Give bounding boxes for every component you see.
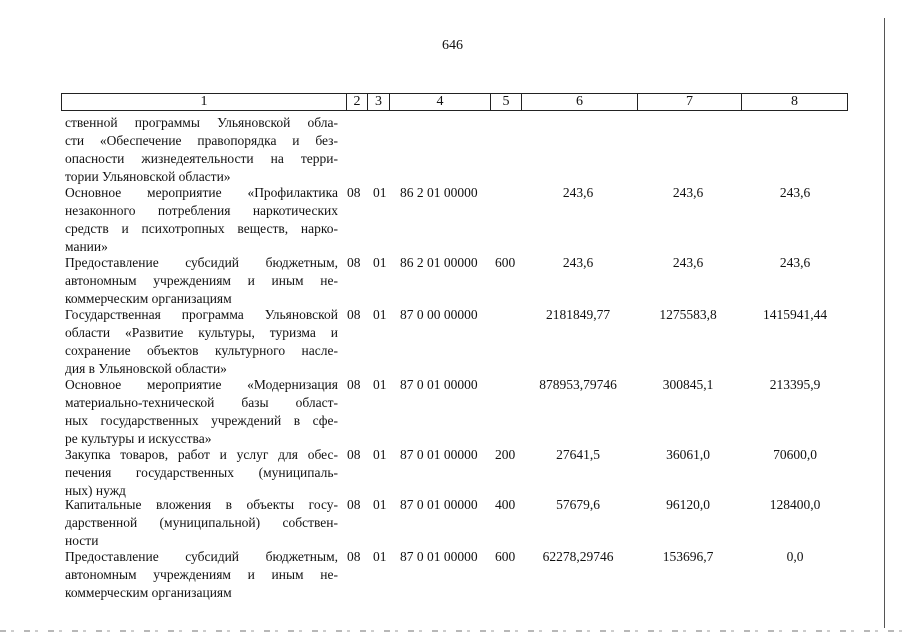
row-description [65, 446, 338, 500]
podrazdel-cell: 01 [373, 497, 387, 512]
amount-year-1-cell: 878953,79746 [539, 377, 617, 392]
amount-year-3-cell: 243,6 [779, 255, 811, 270]
description-line: материально-технической базы област- [65, 395, 338, 410]
razdel-cell: 08 [347, 377, 361, 392]
description-line: ственной программы Ульяновской обла- [65, 115, 338, 130]
column-header-2: 2 [347, 94, 368, 110]
amount-year-3-cell: 1415941,44 [762, 307, 828, 322]
description-line: Государственная программа Ульяновской [65, 307, 338, 322]
description-line: Основное мероприятие «Модернизация [65, 377, 338, 392]
amount-year-2-cell: 96120,0 [666, 497, 710, 512]
target-article-code-cell: 86 2 01 00000 [400, 255, 478, 270]
amount-year-3-cell: 0,0 [786, 549, 804, 564]
amount-year-1-cell: 2181849,77 [545, 307, 611, 322]
razdel-cell: 08 [347, 185, 361, 200]
column-header-6: 6 [522, 94, 638, 110]
row-description [65, 496, 338, 550]
description-line: коммерческим организациям [65, 585, 232, 600]
description-line: области «Развитие культуры, туризма и [65, 325, 338, 340]
razdel-cell: 08 [347, 497, 361, 512]
podrazdel-cell: 01 [373, 307, 387, 322]
description-line: ности [65, 533, 99, 548]
target-article-code-cell: 87 0 01 00000 [400, 549, 478, 564]
podrazdel-cell: 01 [373, 185, 387, 200]
row-description [65, 376, 338, 448]
amount-year-1-cell: 243,6 [562, 185, 594, 200]
description-line: ных государственных учреждений в сфе- [65, 413, 338, 428]
description-line: ре культуры и искусства» [65, 431, 212, 446]
amount-year-3-cell: 243,6 [779, 185, 811, 200]
amount-year-2-cell: 36061,0 [666, 447, 710, 462]
amount-year-2-cell: 153696,7 [662, 549, 714, 564]
amount-year-2-cell: 243,6 [672, 255, 704, 270]
column-header-8: 8 [791, 94, 798, 109]
description-line: тории Ульяновской области» [65, 169, 231, 184]
scan-edge [0, 630, 905, 632]
description-line: Капитальные вложения в объекты госу- [65, 497, 338, 512]
podrazdel-cell: 01 [373, 255, 387, 270]
target-article-code-cell: 87 0 01 00000 [400, 497, 478, 512]
target-article-code-cell: 87 0 01 00000 [400, 447, 478, 462]
description-line: сти «Обеспечение правопорядка и без- [65, 133, 338, 148]
expense-type-cell: 600 [495, 549, 516, 564]
description-line: Закупка товаров, работ и услуг для обес- [65, 447, 338, 462]
razdel-cell: 08 [347, 549, 361, 564]
column-header-5: 5 [491, 94, 522, 110]
target-article-code-cell: 87 0 01 00000 [400, 377, 478, 392]
podrazdel-cell: 01 [373, 447, 387, 462]
description-line: сохранение объектов культурного насле- [65, 343, 338, 358]
description-line: Предоставление субсидий бюджетным, [65, 549, 338, 564]
podrazdel-cell: 01 [373, 549, 387, 564]
page-number: 646 [442, 38, 463, 53]
description-line: печения государственных (муниципаль- [65, 465, 338, 480]
row-description [65, 306, 338, 378]
amount-year-2-cell: 243,6 [672, 185, 704, 200]
row-description [65, 184, 338, 256]
description-line: дарственной (муниципальной) собствен- [65, 515, 338, 530]
target-article-code-cell: 86 2 01 00000 [400, 185, 478, 200]
description-line: Предоставление субсидий бюджетным, [65, 255, 338, 270]
razdel-cell: 08 [347, 255, 361, 270]
amount-year-1-cell: 243,6 [562, 255, 594, 270]
description-line: средств и психотропных веществ, нарко- [65, 221, 338, 236]
amount-year-3-cell: 70600,0 [773, 447, 817, 462]
description-line: автономным учреждениям и иным не- [65, 567, 338, 582]
expense-type-cell: 600 [495, 255, 516, 270]
description-line: мании» [65, 239, 108, 254]
target-article-code-cell: 87 0 00 00000 [400, 307, 478, 322]
expense-type-cell: 200 [495, 447, 516, 462]
row-description [65, 114, 338, 186]
amount-year-1-cell: 27641,5 [556, 447, 600, 462]
column-header-4: 4 [390, 94, 491, 110]
podrazdel-cell: 01 [373, 377, 387, 392]
table-header [61, 93, 848, 111]
amount-year-3-cell: 128400,0 [769, 497, 821, 512]
amount-year-3-cell: 213395,9 [769, 377, 821, 392]
page-border [884, 18, 885, 628]
row-description [65, 254, 338, 308]
expense-type-cell: 400 [495, 497, 516, 512]
razdel-cell: 08 [347, 307, 361, 322]
description-line: Основное мероприятие «Профилактика [65, 185, 338, 200]
description-line: автономным учреждениям и иным не- [65, 273, 338, 288]
description-line: опасности жизнедеятельности на терри- [65, 151, 338, 166]
amount-year-2-cell: 300845,1 [662, 377, 714, 392]
amount-year-1-cell: 57679,6 [556, 497, 600, 512]
amount-year-2-cell: 1275583,8 [659, 307, 717, 322]
description-line: дия в Ульяновской области» [65, 361, 227, 376]
description-line: незаконного потребления наркотических [65, 203, 338, 218]
description-line: коммерческим организациям [65, 291, 232, 306]
amount-year-1-cell: 62278,29746 [542, 549, 614, 564]
column-header-1: 1 [62, 94, 347, 110]
description-line: ных) нужд [65, 483, 126, 498]
row-description [65, 548, 338, 602]
column-header-7: 7 [638, 94, 742, 110]
razdel-cell: 08 [347, 447, 361, 462]
column-header-3: 3 [368, 94, 390, 110]
